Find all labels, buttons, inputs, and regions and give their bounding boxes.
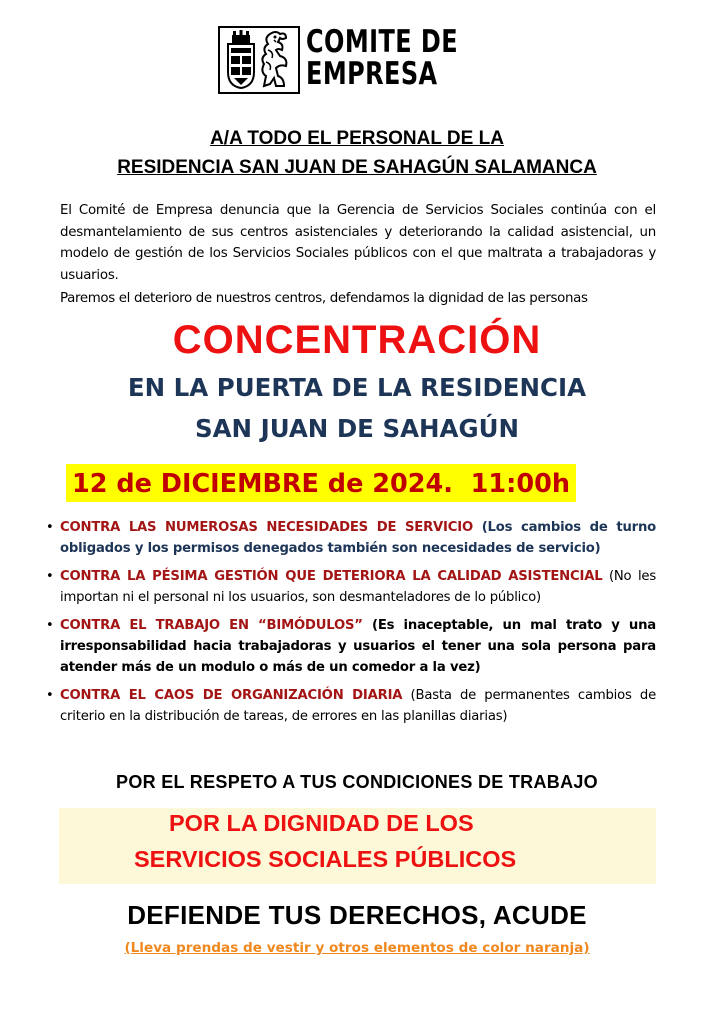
logo-title — [306, 24, 459, 92]
demand-detail: (No les importan ni el personal ni los usuarios, son desmanteladores de lo público) — [60, 569, 656, 605]
bullet-icon: • — [46, 618, 54, 633]
intro-paragraph: El Comité de Empresa denuncia que la Gerencia de Servicios Sociales continúa con el desmantelamiento de sus centros asistenciales y deteriorando la calidad asistencial, un modelo de gestión de los Servicios Sociales públicos con el que maltrata a trabajadoras y usuarios. — [60, 203, 656, 283]
dignity-line-1: POR LA DIGNIDAD DE LOS — [169, 810, 474, 836]
intro-call-paragraph: Paremos el deterioro de nuestros centros, defendamos la dignidad de las personas — [60, 291, 588, 306]
event-title: CONCENTRACIÓN — [172, 318, 542, 362]
addressee-heading-line-1: A/A TODO EL PERSONAL DE LA — [210, 128, 504, 149]
event-place-line-2: SAN JUAN DE SAHAGÚN — [194, 414, 520, 443]
event-place-line-1: EN LA PUERTA DE LA RESIDENCIA — [127, 373, 587, 402]
demand-detail: (Es inaceptable, un mal trato y una irresponsabilidad hacia trabajadoras y usuarios el tener una sola persona para atender más de un modulo o más de un comedor a la vez) — [60, 618, 656, 675]
respect-slogan: POR EL RESPETO A TUS CONDICIONES DE TRABAJO — [116, 772, 598, 792]
demand-lead: CONTRA LAS NUMEROSAS NECESIDADES DE SERVICIO — [60, 520, 473, 535]
demands-list — [48, 517, 656, 734]
dignity-line-2: SERVICIOS SOCIALES PÚBLICOS — [134, 846, 517, 872]
event-datetime: 12 de DICIEMBRE de 2024. 11:00h — [66, 464, 576, 502]
demand-detail: (Basta de permanentes cambios de criterio en la distribución de tareas, de errores en las planillas diarias) — [60, 688, 656, 724]
list-item — [48, 566, 656, 608]
demand-lead: CONTRA EL TRABAJO EN “BIMÓDULOS” — [60, 618, 363, 633]
dress-note: (Lleva prendas de vestir y otros elementos de color naranja) — [124, 940, 590, 956]
bullet-icon: • — [46, 688, 54, 703]
logo-line-1: COMITE DE — [306, 24, 459, 60]
comite-logo — [218, 24, 459, 98]
addressee-heading-line-2: RESIDENCIA SAN JUAN DE SAHAGÚN SALAMANCA — [117, 157, 597, 178]
demand-lead: CONTRA LA PÉSIMA GESTIÓN QUE DETERIORA LA CALIDAD ASISTENCIAL — [60, 569, 603, 584]
dignity-banner — [59, 808, 656, 884]
list-item — [48, 685, 656, 727]
list-item — [48, 517, 656, 559]
demand-detail: (Los cambios de turno obligados y los permisos denegados también son necesidades de servicio) — [60, 520, 656, 556]
bullet-icon: • — [46, 569, 54, 584]
call-to-action: DEFIENDE TUS DERECHOS, ACUDE — [127, 900, 587, 930]
coat-of-arms-icon — [218, 26, 300, 94]
demand-lead: CONTRA EL CAOS DE ORGANIZACIÓN DIARIA — [60, 688, 403, 703]
list-item — [48, 615, 656, 678]
bullet-icon: • — [46, 520, 54, 535]
logo-line-2: EMPRESA — [306, 56, 438, 92]
